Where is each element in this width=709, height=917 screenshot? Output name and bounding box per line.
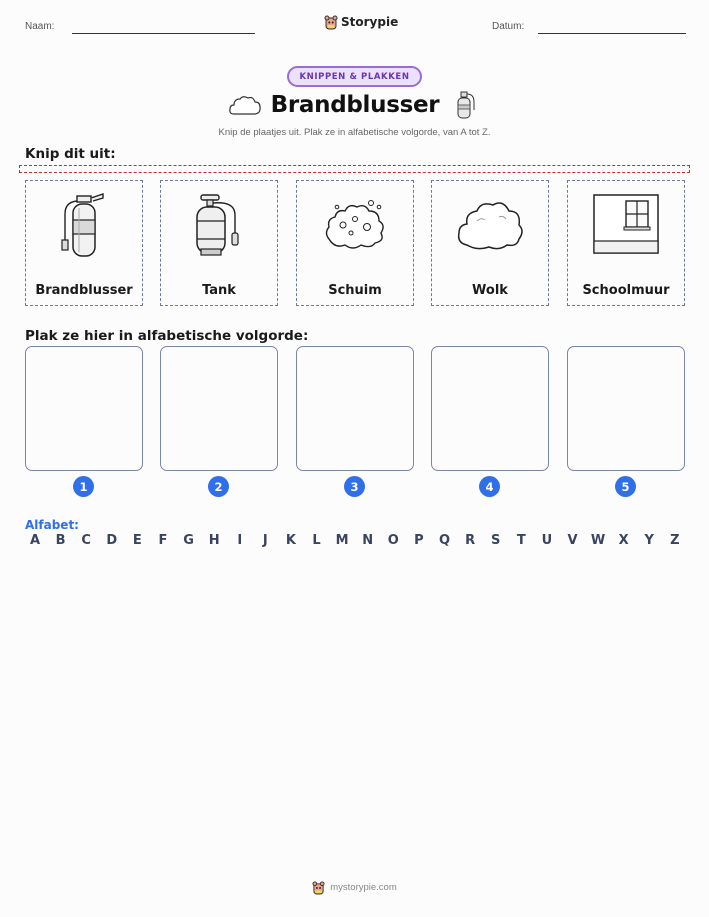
alphabet-letter-s: S [491,533,501,548]
alphabet-letter-l: L [312,533,321,548]
paste-slot-2[interactable] [160,346,278,471]
date-line [538,33,686,34]
alphabet-letter-k: K [285,533,296,548]
alphabet-letter-z: Z [670,533,680,548]
footer-url: mystorypie.com [330,882,397,893]
alphabet-letter-t: T [516,533,526,548]
alphabet-letter-g: G [183,533,194,548]
page-title: Brandblusser [270,92,440,118]
date-label: Datum: [492,21,525,32]
gas-tank-icon [191,193,247,257]
brand-logo [324,14,398,30]
footer [0,880,709,895]
cut-line [19,165,690,173]
cut-card-schuim[interactable] [296,180,414,306]
alphabet-letter-n: N [362,533,374,548]
paste-slot-3[interactable] [296,346,414,471]
storypie-mascot-icon [312,880,325,895]
card-label: Wolk [472,283,508,298]
alphabet-letter-f: F [158,533,168,548]
paste-section-title: Plak ze hier in alfabetische volgorde: [25,328,309,344]
alphabet-letter-c: C [81,533,91,548]
cloud-icon [228,94,262,118]
activity-badge: KNIPPEN & PLAKKEN [287,66,422,87]
cut-section-title: Knip dit uit: [25,146,116,162]
alphabet-letter-q: Q [438,533,451,548]
alphabet-letter-j: J [262,533,268,548]
paste-slot-5[interactable] [567,346,685,471]
card-label: Tank [202,283,236,298]
alphabet-row [25,533,685,548]
card-label: Schoolmuur [582,283,670,298]
paste-slot-4[interactable] [431,346,549,471]
fire-extinguisher-icon [59,192,109,258]
alphabet-letter-a: A [29,533,41,548]
alphabet-letter-x: X [618,533,629,548]
cut-card-brandblusser[interactable] [25,180,143,306]
alphabet-letter-b: B [55,533,66,548]
alphabet-letter-m: M [335,533,349,548]
alphabet-letter-d: D [106,533,118,548]
slot-number-3: 3 [344,476,365,497]
slot-number-5: 5 [615,476,636,497]
cut-card-schoolmuur[interactable] [567,180,685,306]
alphabet-letter-h: H [208,533,220,548]
alphabet-letter-w: W [590,533,606,548]
paste-slot-1[interactable] [25,346,143,471]
foam-icon [323,197,387,253]
storypie-mascot-icon [324,14,338,30]
alphabet-letter-p: P [414,533,424,548]
slot-number-4: 4 [479,476,500,497]
cut-card-tank[interactable] [160,180,278,306]
alphabet-letter-v: V [567,533,578,548]
alphabet-letter-e: E [132,533,142,548]
brand-name: Storypie [341,15,399,29]
alphabet-letter-o: O [387,533,399,548]
name-label: Naam: [25,21,55,32]
card-label: Schuim [328,283,382,298]
fire-extinguisher-small-icon [452,90,478,120]
cloud-icon [455,197,525,253]
alphabet-letter-u: U [541,533,553,548]
slot-number-2: 2 [208,476,229,497]
alphabet-letter-r: R [465,533,476,548]
name-line [72,33,255,34]
alphabet-letter-y: Y [644,533,654,548]
cut-card-wolk[interactable] [431,180,549,306]
school-wall-icon [591,193,661,257]
card-label: Brandblusser [35,283,133,298]
instructions: Knip de plaatjes uit. Plak ze in alfabetische volgorde, van A tot Z. [218,127,491,138]
alphabet-title: Alfabet: [25,518,79,532]
slot-number-1: 1 [73,476,94,497]
alphabet-letter-i: I [237,533,243,548]
